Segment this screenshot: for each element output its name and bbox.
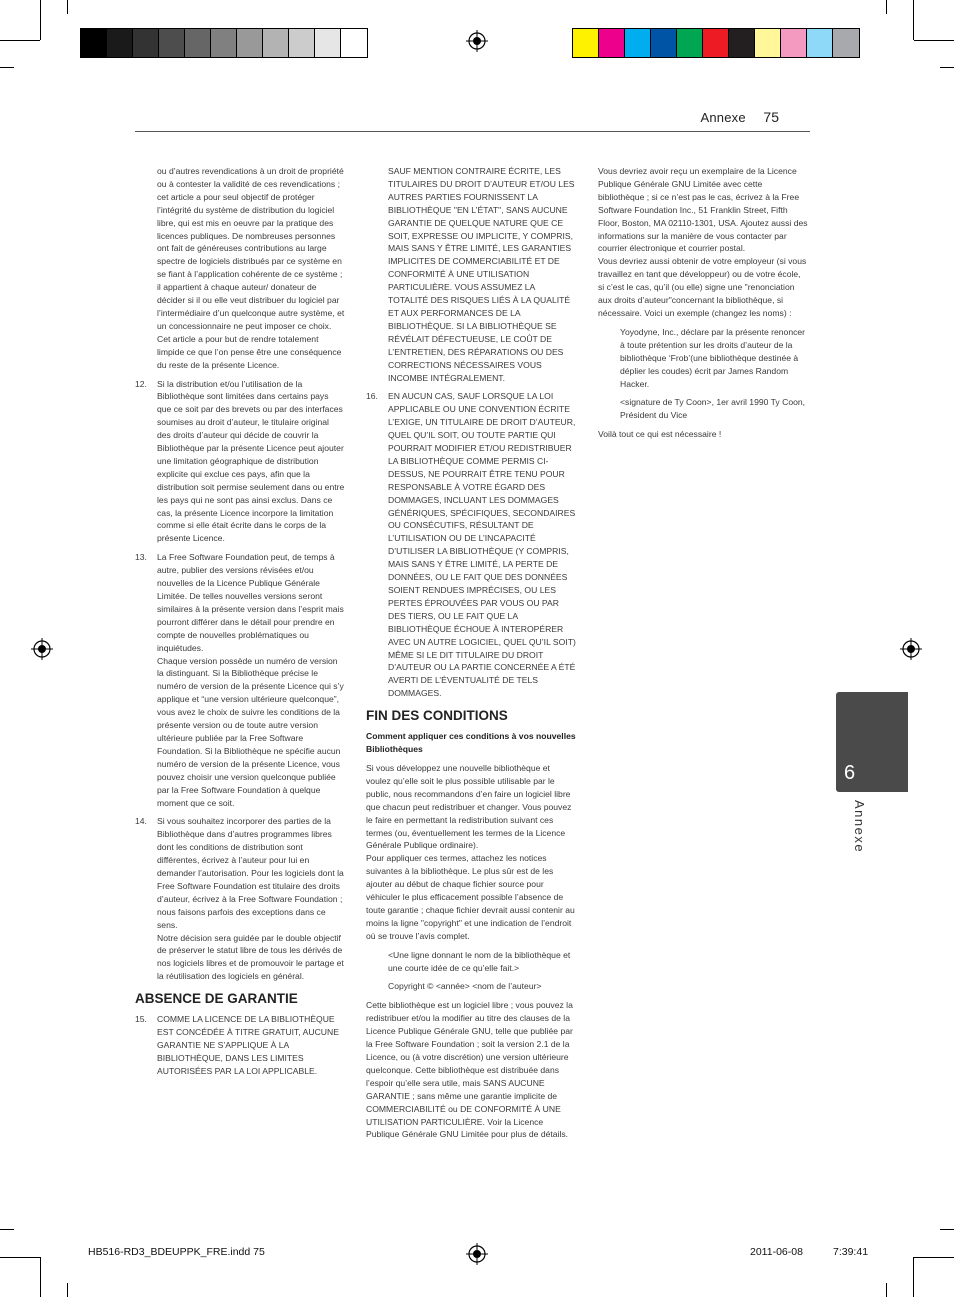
list-item [135,815,345,983]
registration-mark-icon [466,30,488,52]
registration-mark-icon [31,638,53,660]
footer-time: 7:39:41 [833,1246,869,1258]
color-swatch [703,29,729,57]
crop-mark [913,1257,914,1297]
paragraph: Vous devriez avoir reçu un exemplaire de la Licence Publique Générale GNU Limitée avec cette bibliothèque ; si ce n’est pas le cas, écrivez à la Free Software Foundation Inc., 51 Franklin Street, Fifth Floor, Boston, MA 02110-1301, USA. Ajoutez aussi des informations sur la manière de vous contacter par courrier électronique et courrier postal. [598,166,808,254]
item-number: 16. [366,391,378,402]
item-number: 13. [135,552,147,563]
crop-mark [40,1257,41,1297]
color-swatch [755,29,781,57]
color-swatch [625,29,651,57]
color-swatch [341,29,367,57]
list-item [135,551,345,809]
color-swatch [133,29,159,57]
chapter-tab-label: Annexe [852,800,867,854]
chapter-number: 6 [844,762,856,784]
crop-mark [940,67,954,68]
item-body [157,815,345,983]
header-section-title: Annexe [700,110,746,125]
registration-mark-icon [900,638,922,660]
item-body [157,551,345,809]
paragraph: ou d’autres revendications à un droit de propriété ou à contester la validité de ces revendications ; cet article a pour seul objectif de protéger l’intégrité du système de distribution du logiciel libre, qui est mis en oeuvre par la pratique des licences publiques. De nombreuses personnes ont fait de généreuses contributions au large spectre de logiciels distribués par ce système en se fiant à l’application cohérente de ce système ; il appartient à chaque auteur/ donateur de décider si il ou elle veut distribuer du logiciel par l’intermédiaire d’un quelconque autre système, et un concessionnaire ne peut imposer ce choix. [157,166,345,331]
page-number: 75 [763,109,779,125]
paragraph: Si vous développez une nouvelle bibliothèque et voulez qu’elle soit le plus possible utilisable par le public, nous recommandons d’en faire un logiciel libre que chacun peut redistribuer et changer. Vous pouvez le faire en permettant la redistribution suivant ces termes (ou, éventuellement les termes de la Licence Générale Publique ordinaire). [366,762,572,851]
column-3 [598,165,809,447]
registration-mark-icon [466,1243,488,1265]
process-color-bar [572,28,860,58]
paragraph: Pour appliquer ces termes, attachez les notices suivantes à la bibliothèque. Le plus sûr est de les ajouter au début de chaque fichier source pour véhiculer le plus efficacement possible l’absence de toute garantie ; chaque fichier devrait aussi contenir au moins la ligne "copyright" et une indication de l’endroit où se trouve l’avis complet. [366,853,575,941]
item-text: Notre décision sera guidée par le double objectif de préserver le statut libre de tous les dérivés de nos logiciels libres et de promouvoir le partage et la réutilisation des logiciels en général. [157,932,344,982]
crop-mark [0,1229,14,1230]
crop-mark [914,1257,954,1258]
list-item [135,378,345,546]
crop-mark [913,0,914,40]
color-swatch [159,29,185,57]
chapter-tab [836,692,908,792]
header-rule [135,131,810,132]
color-swatch [677,29,703,57]
color-swatch [237,29,263,57]
crop-mark [886,0,887,14]
subheading: Comment appliquer ces conditions à vos nouvelles Bibliothèques [366,731,576,755]
item-text: Si vous souhaitez incorporer des parties de la Bibliothèque dans d’autres programmes libres dont les conditions de distribution sont différentes, écrivez à l’auteur pour lui en demander l’autorisation. Pour les logiciels dont la Free Software Foundation est titulaire des droits d’auteur, écrivez à la Free Software Foundation ; nous faisons parfois des exceptions dans ce sens. [157,816,344,930]
crop-mark [940,1229,954,1230]
color-swatch [833,29,859,57]
paragraph: Cet article a pour but de rendre totalement limpide ce que l’on pense être une conséquence du reste de la présente Licence. [157,333,342,370]
item-text: La Free Software Foundation peut, de temps à autre, publier des versions révisées et/ou nouvelles de la Licence Publique Générale Limitée. De telles nouvelles versions seront similaires à la présente version dans l’esprit mais pourront différer dans le détail pour prendre en compte de nouvelles problématiques ou inquiétudes. [157,552,344,653]
item-text: Chaque version possède un numéro de version la distinguant. Si la Bibliothèque précise le numéro de version de la présente Licence qui s’y applique et “une version ultérieure quelconque”, vous avez le choix de suivre les conditions de la présente version ou de toute autre version ultérieure publiée par la Free Software Foundation. Si la Bibliothèque ne spécifie aucun numéro de version de la présente Licence, vous pouvez choisir une version quelconque publiée par la Free Software Foundation à quelque moment que ce soit. [157,655,344,808]
running-header [701,109,780,125]
quoted-notice: Copyright © <année> <nom de l’auteur> [388,981,542,992]
crop-mark [67,0,68,14]
color-swatch [729,29,755,57]
item-number: 15. [135,1014,147,1025]
color-swatch [573,29,599,57]
color-swatch [781,29,807,57]
footer-file-name: HB516-RD3_BDEUPPK_FRE.indd 75 [88,1246,265,1258]
item-number: 12. [135,378,147,389]
color-swatch [651,29,677,57]
quoted-notice: <Une ligne donnant le nom de la bibliothèque et une courte idée de ce qu’elle fait.> [388,949,571,973]
list-item [366,390,577,700]
crop-mark [0,1257,40,1258]
item-number: 14. [135,816,147,827]
footer-date: 2011-06-08 [750,1246,803,1258]
color-swatch [107,29,133,57]
paragraph: Voilà tout ce qui est nécessaire ! [598,429,722,440]
section-heading: FIN DES CONDITIONS [366,708,508,724]
column-2 [366,165,577,1147]
crop-mark [886,1283,887,1297]
color-swatch [211,29,237,57]
color-swatch [807,29,833,57]
color-swatch [263,29,289,57]
list-item [135,1013,345,1078]
crop-mark [0,40,40,41]
quoted-notice: Yoyodyne, Inc., déclare par la présente renoncer à toute prétention sur les droits d’auteur de la bibliothèque ‘Frob’(une bibliothèque destinée à déplier les coudes) écrit par James Random Hacker. [620,326,806,389]
item-text: COMME LA LICENCE DE LA BIBLIOTHÈQUE EST CONCÉDÉE À TITRE GRATUIT, AUCUNE GARANTIE NE S’APPLIQUE À LA BIBLIOTHÈQUE, DANS LES LIMITES AUTORISÉES PAR LA LOI APPLICABLE. [157,1014,339,1076]
item-text: Si la distribution et/ou l’utilisation de la Bibliothèque sont limitées dans certains pays que ce soit par des brevets ou par des interfaces soumises au droit d’auteur, le titulaire original des droits d’auteur qui décide de couvrir la Bibliothèque par la présente Licence peut ajouter une limitation géographique de distribution explicite qui exclue ces pays, afin que la distribution soit permise seulement dans ou entre les pays qui ne sont pas ainsi exclus. Dans ce cas, la présente Licence incorpore la limitation comme si elle était écrite dans le corps de la présente Licence. [157,378,345,544]
crop-mark [914,40,954,41]
crop-mark [67,1283,68,1297]
paragraph: Cette bibliothèque est un logiciel libre ; vous pouvez la redistribuer et/ou la modifier au titre des clauses de la Licence Publique Générale GNU, telle que publiée par la Free Software Foundation ; soit la version 2.1 de la Licence, ou (à votre discrétion) une version ultérieure quelconque. Cette bibliothèque est distribuée dans l’espoir qu’elle sera utile, mais SANS AUCUNE GARANTIE ; sans même une garantie implicite de COMMERCIABILITÉ ou DE CONFORMITÉ À UNE UTILISATION PARTICULIÈRE. Voir la Licence Publique Générale GNU Limitée pour plus de détails. [366,1000,573,1140]
paragraph: SAUF MENTION CONTRAIRE ÉCRITE, LES TITULAIRES DU DROIT D’AUTEUR ET/OU LES AUTRES PARTIES FOURNISSENT LA BIBLIOTHÈQUE "EN L’ÉTAT", SANS AUCUNE GARANTIE DE QUELQUE NATURE QUE CE SOIT, EXPRESSE OU IMPLICITE, Y COMPRIS, MAIS SANS Y ÊTRE LIMITÉ, LES GARANTIES IMPLICITES DE COMMERCIABILITÉ ET DE CONFORMITÉ À UNE UTILISATION PARTICULIÈRE. VOUS ASSUMEZ LA TOTALITÉ DES RISQUES LIÉS À LA QUALITÉ ET AUX PERFORMANCES DE LA BIBLIOTHÈQUE. SI LA BIBLIOTHÈQUE SE RÉVÉLAIT DÉFECTUEUSE, LE COÛT DE L’ENTRETIEN, DES RÉPARATIONS OU DES CORRECTIONS NÉCESSAIRES VOUS INCOMBE INTÉGRALEMENT. [388,166,575,383]
crop-mark [40,0,41,40]
quoted-notice: <signature de Ty Coon>, 1er avril 1990 Ty Coon, Président du Vice [620,397,806,421]
color-swatch [315,29,341,57]
column-1 [135,165,345,1084]
item-text: EN AUCUN CAS, SAUF LORSQUE LA LOI APPLICABLE OU UNE CONVENTION ÉCRITE L’EXIGE, UN TITULAIRE DE DROIT D’AUTEUR, QUEL QU’IL SOIT, OU TOUTE PARTIE QUI POURRAIT MODIFIER ET/OU REDISTRIBUER LA BIBLIOTHÈQUE COMME PERMIS CI-DESSUS, NE POURRAIT ÊTRE TENU POUR RESPONSABLE À VOTRE ÉGARD DES DOMMAGES, INCLUANT LES DOMMAGES GÉNÉRIQUES, SPÉCIFIQUES, SECONDAIRES OU CONSÉCUTIFS, RÉSULTANT DE L’UTILISATION OU DE L’INCAPACITÉ D’UTILISER LA BIBLIOTHÈQUE (Y COMPRIS, MAIS SANS Y ÊTRE LIMITÉ, LA PERTE DE DONNÉES, OU LE FAIT QUE DES DONNÉES SOIENT RENDUES IMPRÉCISES, OU LES PERTES ÉPROUVÉES PAR VOUS OU PAR DES TIERS, OU LE FAIT QUE LA BIBLIOTHÈQUE ÉCHOUE À INTEROPÉRER AVEC UN AUTRE LOGICIEL, QUEL QU’IL SOIT) MÊME SI LE DIT TITULAIRE DU DROIT D’AUTEUR OU LA PARTIE CONCERNÉE A ÉTÉ AVERTI DE L’ÉVENTUALITÉ DE TELS DOMMAGES. [388,391,576,699]
color-swatch [599,29,625,57]
section-heading: ABSENCE DE GARANTIE [135,991,298,1007]
color-swatch [81,29,107,57]
color-swatch [185,29,211,57]
grayscale-color-bar [80,28,368,58]
paragraph: Vous devriez aussi obtenir de votre employeur (si vous travaillez en tant que développeur) ou de votre école, si c’est le cas, qu’il (ou elle) signe une "renonciation aux droits d’auteur"concernant la bibliothèque, si nécessaire. Voici un exemple (changez les noms) : [598,256,807,318]
crop-mark [0,67,14,68]
color-swatch [289,29,315,57]
